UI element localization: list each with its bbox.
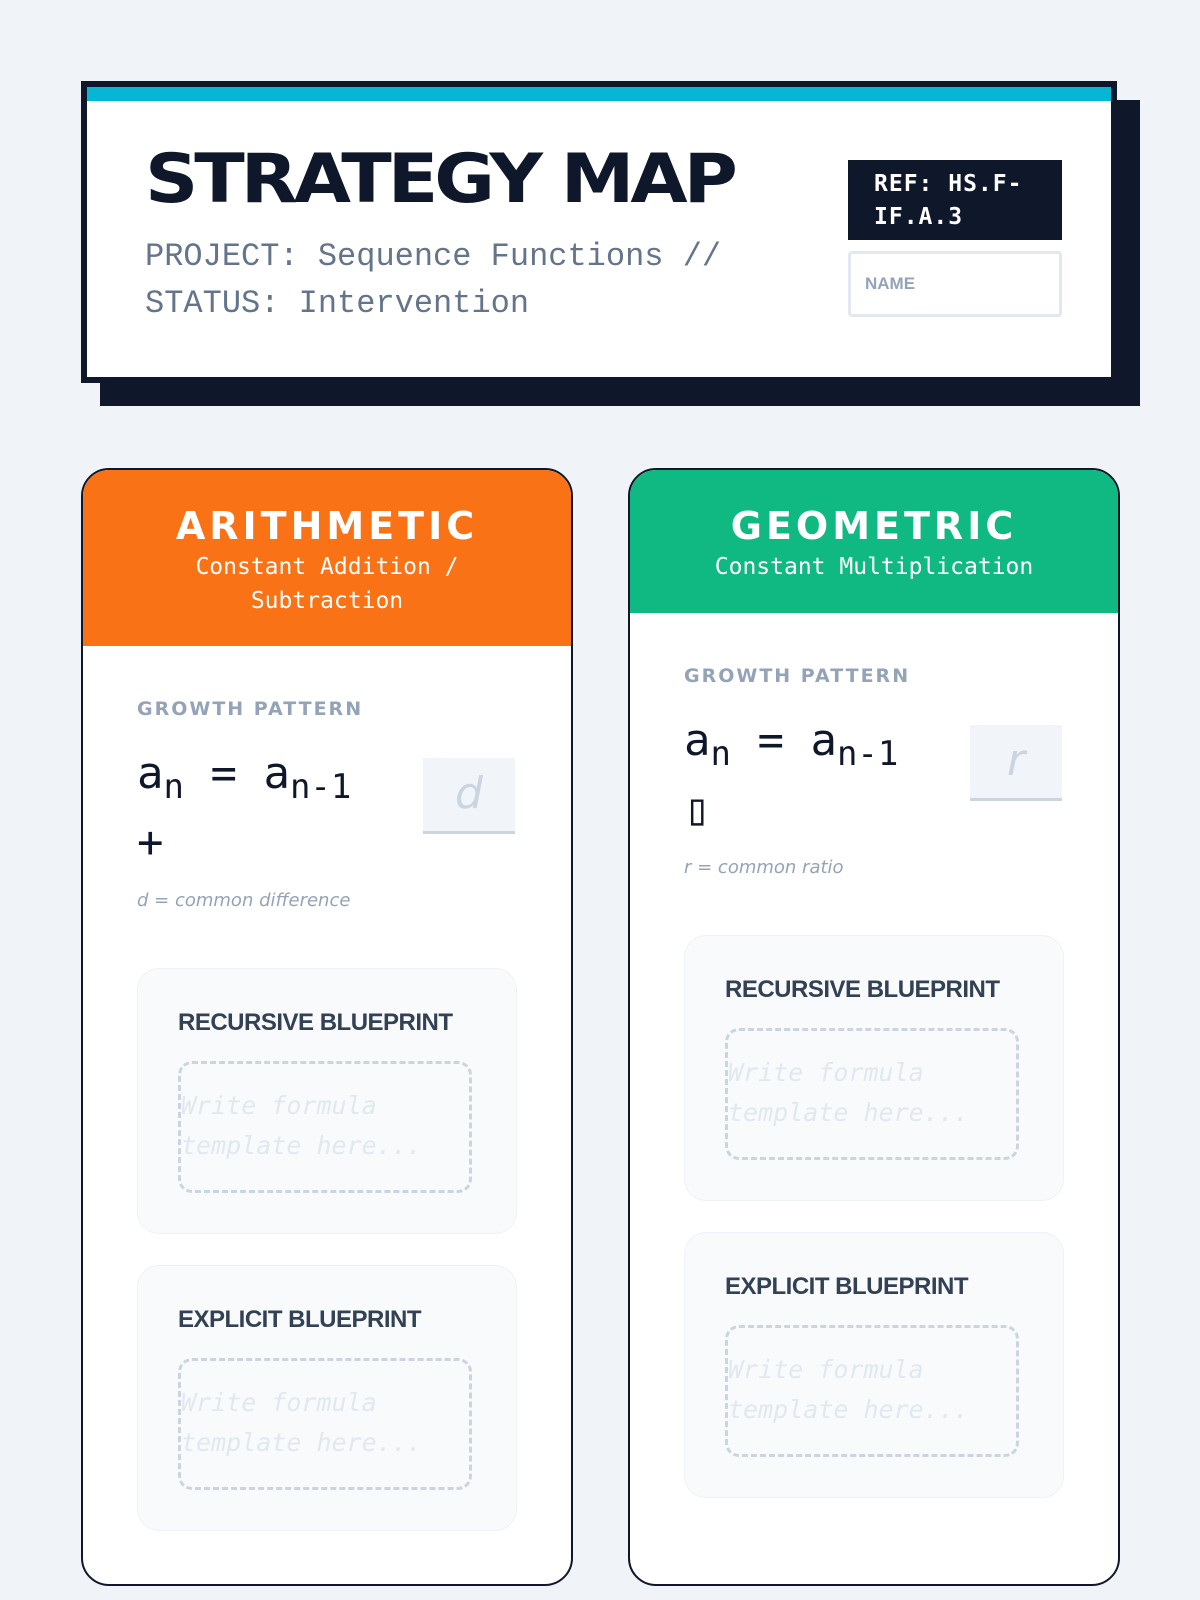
page-title: STRATEGY MAP xyxy=(145,139,734,219)
explicit-blueprint-title: EXPLICIT BLUEPRINT xyxy=(178,1306,422,1333)
growth-pattern-label: GROWTH PATTERN xyxy=(684,665,911,687)
recursive-blueprint-card xyxy=(684,935,1064,1201)
header-card xyxy=(81,81,1117,383)
difference-note: d = common difference xyxy=(137,890,351,911)
recursive-formula-input[interactable] xyxy=(725,1028,1019,1160)
formula-text: $a_n = a_{n-1}$ ▯ xyxy=(684,715,899,835)
recursive-blueprint-title: RECURSIVE BLUEPRINT xyxy=(725,976,1000,1003)
geometric-title: GEOMETRIC xyxy=(730,504,1018,548)
recursive-blueprint-title: RECURSIVE BLUEPRINT xyxy=(178,1009,453,1036)
explicit-formula-input[interactable] xyxy=(725,1325,1019,1457)
growth-formula xyxy=(684,713,1064,863)
arithmetic-title: ARITHMETIC xyxy=(175,504,479,548)
ratio-variable-box[interactable]: r xyxy=(970,725,1062,801)
difference-variable-box[interactable]: d xyxy=(423,758,515,834)
geometric-column xyxy=(628,468,1120,1586)
arithmetic-header xyxy=(83,470,571,646)
growth-pattern-label: GROWTH PATTERN xyxy=(137,698,364,720)
formula-text: $a_n = a_{n-1}$ + xyxy=(137,748,352,868)
explicit-blueprint-card xyxy=(137,1265,517,1531)
project-subtitle: PROJECT: Sequence Functions // STATUS: Intervention xyxy=(145,238,722,322)
explicit-formula-input[interactable] xyxy=(178,1358,472,1490)
geometric-body xyxy=(630,665,1118,878)
header-accent-bar xyxy=(87,87,1111,101)
arithmetic-body xyxy=(83,698,571,911)
name-field[interactable] xyxy=(848,251,1062,317)
ratio-note: r = common ratio xyxy=(684,857,844,878)
geometric-subtitle: Constant Multiplication xyxy=(714,554,1034,580)
growth-formula xyxy=(137,746,517,896)
explicit-blueprint-card xyxy=(684,1232,1064,1498)
arithmetic-column xyxy=(81,468,573,1586)
recursive-blueprint-card xyxy=(137,968,517,1234)
explicit-blueprint-title: EXPLICIT BLUEPRINT xyxy=(725,1273,969,1300)
recursive-formula-input[interactable] xyxy=(178,1061,472,1193)
arithmetic-subtitle: Constant Addition / Subtraction xyxy=(195,554,459,614)
ref-badge: REF: HS.F-IF.A.3 xyxy=(848,160,1062,240)
geometric-header xyxy=(630,470,1118,613)
